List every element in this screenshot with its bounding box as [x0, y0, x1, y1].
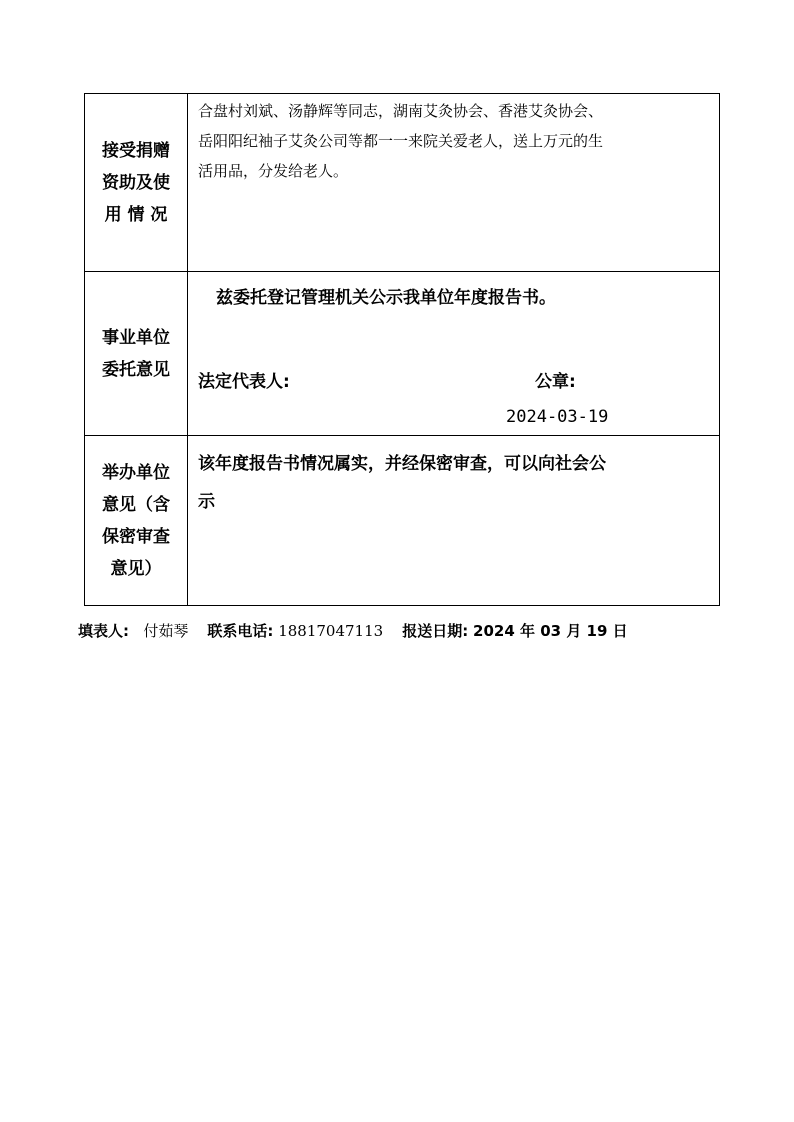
content-line: 岳阳阳纪袖子艾灸公司等都一一来院关爱老人，送上万元的生 — [198, 132, 604, 150]
report-table — [84, 93, 720, 606]
phone-label: 联系电话: — [207, 622, 274, 640]
entrust-label — [85, 272, 188, 436]
filler-label: 填表人: — [78, 622, 129, 640]
content-line: 该年度报告书情况属实，并经保密审查，可以向社会公 — [198, 454, 606, 474]
label-line: 意见（含 — [102, 494, 170, 515]
label-line: 意见） — [110, 558, 162, 579]
label-line: 保密审查 — [102, 526, 170, 547]
legal-rep-label: 法定代表人: — [198, 372, 290, 392]
seal-label: 公章: — [535, 372, 576, 392]
filler-name: 付茹琴 — [143, 622, 189, 640]
sponsor-label — [85, 436, 188, 606]
entrust-content — [188, 272, 720, 436]
donation-content — [188, 94, 720, 272]
label-line: 接受捐赠 — [102, 140, 170, 161]
date-label: 报送日期: — [402, 622, 469, 640]
label-line: 用 情 况 — [104, 204, 168, 225]
content-line: 合盘村刘斌、汤静辉等同志，湖南艾灸协会、香港艾灸协会、 — [198, 102, 604, 120]
label-line: 委托意见 — [102, 359, 170, 380]
label-line: 资助及使 — [102, 172, 170, 193]
sponsor-row — [85, 436, 720, 606]
entrust-date: 2024-03-19 — [506, 407, 609, 427]
content-line: 示 — [198, 492, 215, 512]
label-line: 举办单位 — [102, 462, 170, 483]
sponsor-content — [188, 436, 720, 606]
entrust-statement: 兹委托登记管理机关公示我单位年度报告书。 — [216, 288, 556, 308]
label-line: 事业单位 — [102, 327, 170, 348]
donation-label — [85, 94, 188, 272]
donation-row — [85, 94, 720, 272]
submit-date: 2024 年 03 月 19 日 — [473, 622, 628, 640]
phone-number: 18817047113 — [278, 622, 384, 640]
content-line: 活用品，分发给老人。 — [198, 162, 349, 180]
entrust-row — [85, 272, 720, 436]
footer — [78, 620, 628, 641]
